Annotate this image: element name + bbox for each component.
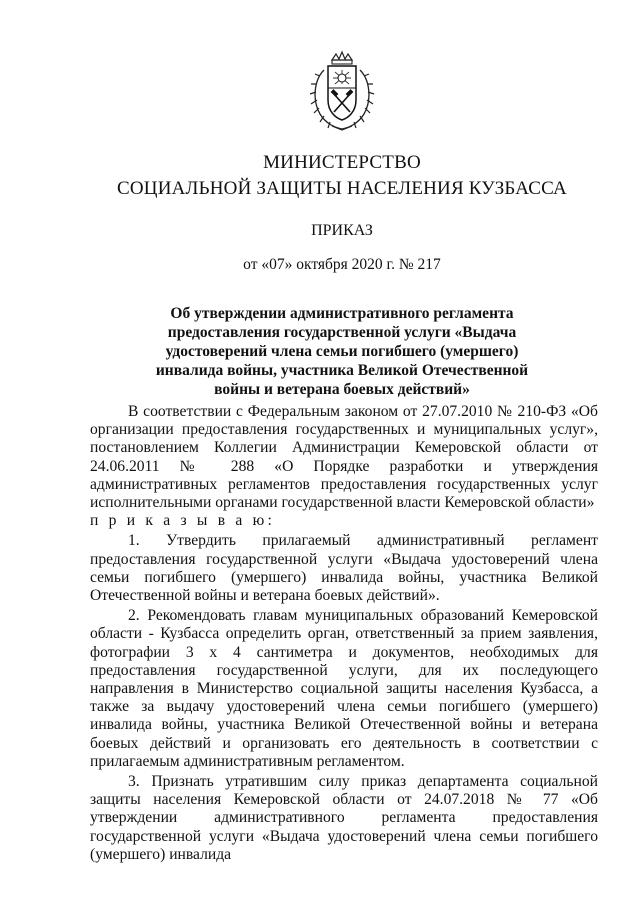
coat-of-arms-icon [306,50,378,132]
order-heading: ПРИКАЗ [311,222,373,239]
document-body [90,403,598,864]
ministry-line-1: МИНИСТЕРСТВО [263,152,421,173]
title-line-2: предоставления государственной услуги «Выдача [167,324,517,341]
title-line-5: войны и ветерана боевых действий» [214,381,470,398]
item-3-paragraph: 3. Признать утратившим силу приказ департамента социальной защиты населения Кемеровской области от 24.07.2018 № 77 «Об утверждении административного регламента предоставления государственной услуги «Выдача удостоверений члена семьи погибшего (умершего) инвалида [90,773,598,863]
title-line-4: инвалида войны, участника Великой Отечественной [155,362,529,379]
title-line-1: Об утверждении административного регламента [170,305,514,322]
title-line-3: удостоверений члена семьи погибшего (умершего) [165,343,519,360]
item-1-paragraph: 1. Утвердить прилагаемый административный регламент предоставления государственной услуги «Выдача удостоверений члена семьи погибшего (умершего) инвалида войны, участника Великой Отечественной войны и ветерана боевых действий». [90,532,598,605]
document-title [150,304,534,399]
order-verb: п р и к а з ы в а ю: [90,512,275,530]
item-2-paragraph: 2. Рекомендовать главам муниципальных образований Кемеровской области - Кузбасса определить орган, ответственный за прием заявления, фотографии 3 х 4 сантиметра и документов, необходимых для предоставления государственной услуги, для их последующего направления в Министерство социальной защиты населения Кузбасса, а также за выдачу удостоверений члена семьи погибшего (умершего) инвалида войны, участника Великой Отечественной войны и ветерана боевых действий и организовать его деятельность в соответствии с прилагаемым административным регламентом. [90,607,598,770]
preamble-paragraph: В соответствии с Федеральным законом от 27.07.2010 № 210-ФЗ «Об организации предоставления государственных и муниципальных услуг», постановлением Коллегии Администрации Кемеровской области от 24.06.2011 № 288 «О Порядке разработки и утверждения административных регламентов предоставления государственных услуг исполнительными органами государственной власти Кемеровской области» [90,403,598,512]
ministry-name [88,150,596,202]
ministry-line-2: СОЦИАЛЬНОЙ ЗАЩИТЫ НАСЕЛЕНИЯ КУЗБАССА [117,178,567,199]
order-date: от «07» октября 2020 г. № 217 [243,256,441,273]
